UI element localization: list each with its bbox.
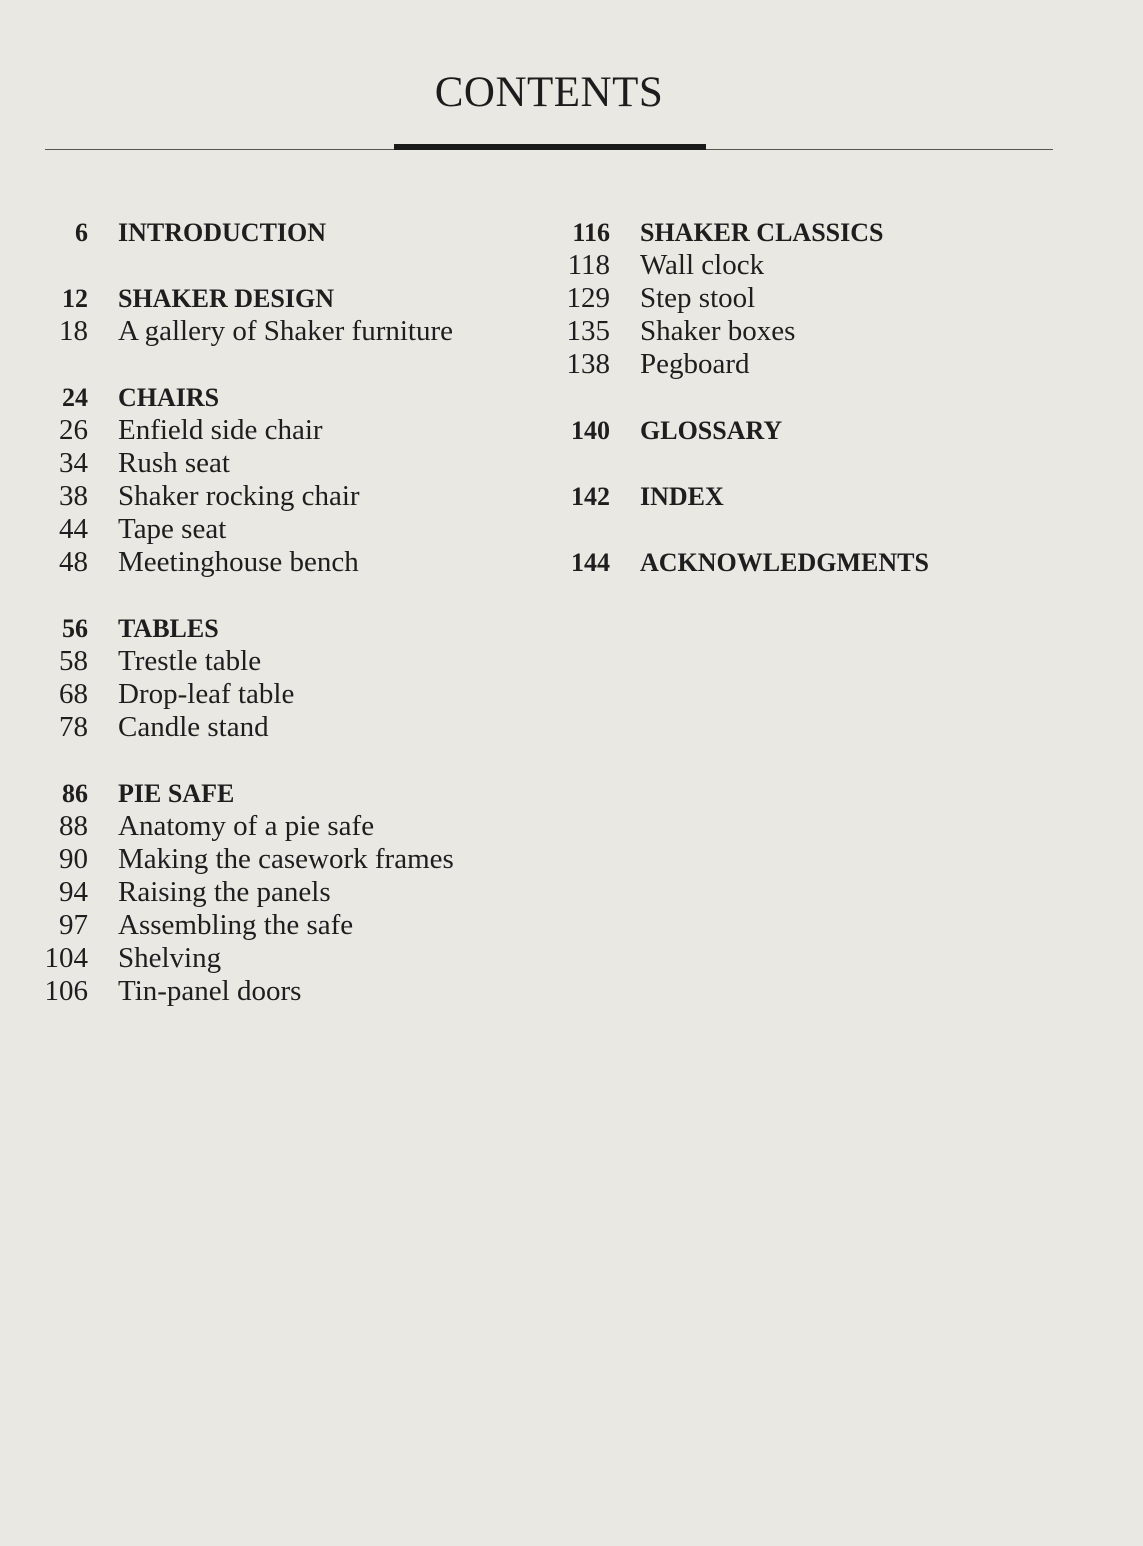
toc-section-glossary bbox=[548, 414, 1068, 447]
toc-entry[interactable] bbox=[30, 843, 530, 876]
toc-page-number: 24 bbox=[62, 383, 88, 412]
toc-entry[interactable] bbox=[30, 480, 530, 513]
toc-entry[interactable] bbox=[30, 942, 530, 975]
toc-section-index bbox=[548, 480, 1068, 513]
toc-page-number: 58 bbox=[59, 645, 88, 677]
toc-heading-title: INTRODUCTION bbox=[118, 218, 327, 247]
toc-page-number: 118 bbox=[567, 249, 610, 281]
toc-entry-title: Anatomy of a pie safe bbox=[118, 810, 375, 842]
toc-heading-title: INDEX bbox=[640, 482, 724, 511]
toc-heading-title: GLOSSARY bbox=[640, 416, 783, 445]
toc-entry-title: Candle stand bbox=[118, 711, 269, 743]
toc-page-number: 12 bbox=[62, 284, 88, 313]
toc-page-number: 48 bbox=[59, 546, 88, 578]
toc-heading[interactable] bbox=[30, 282, 530, 315]
toc-page-number: 44 bbox=[59, 513, 88, 545]
toc-entry-title: Shaker boxes bbox=[640, 315, 796, 347]
toc-entry-title: Enfield side chair bbox=[118, 414, 323, 446]
toc-page-number: 88 bbox=[59, 810, 88, 842]
page-title: CONTENTS bbox=[434, 69, 664, 116]
toc-entry-title: Shaker rocking chair bbox=[118, 480, 360, 512]
toc-heading[interactable] bbox=[30, 612, 530, 645]
toc-section-shaker-design bbox=[30, 282, 530, 348]
toc-heading-title: CHAIRS bbox=[118, 383, 220, 412]
toc-entry[interactable] bbox=[30, 909, 530, 942]
toc-section-tables bbox=[30, 612, 530, 744]
toc-entry[interactable] bbox=[30, 447, 530, 480]
toc-entry-title: Trestle table bbox=[118, 645, 262, 677]
toc-entry-title: Making the casework frames bbox=[118, 843, 454, 875]
toc-page-number: 68 bbox=[59, 678, 88, 710]
toc-heading[interactable] bbox=[30, 777, 530, 810]
toc-page-number: 94 bbox=[59, 876, 88, 908]
toc-heading-title: PIE SAFE bbox=[118, 779, 235, 808]
toc-entry[interactable] bbox=[30, 414, 530, 447]
toc-section-introduction bbox=[30, 216, 530, 249]
toc-section-acknowledgments bbox=[548, 546, 1068, 579]
toc-page-number: 6 bbox=[75, 218, 88, 247]
toc-page-number: 106 bbox=[44, 975, 88, 1007]
toc-entry[interactable] bbox=[548, 315, 1068, 348]
toc-heading[interactable] bbox=[548, 480, 1068, 513]
toc-entry-title: Meetinghouse bench bbox=[118, 546, 359, 578]
toc-entry[interactable] bbox=[30, 645, 530, 678]
toc-heading-title: TABLES bbox=[118, 614, 219, 643]
toc-heading-title: SHAKER DESIGN bbox=[118, 284, 334, 313]
toc-entry-title: Raising the panels bbox=[118, 876, 331, 908]
toc-page-number: 129 bbox=[566, 282, 610, 314]
toc-heading[interactable] bbox=[548, 216, 1068, 249]
toc-entry[interactable] bbox=[30, 711, 530, 744]
toc-page-number: 97 bbox=[59, 909, 88, 941]
toc-page-number: 104 bbox=[44, 942, 88, 974]
toc-entry[interactable] bbox=[548, 249, 1068, 282]
toc-entry[interactable] bbox=[30, 876, 530, 909]
toc-page-number: 86 bbox=[62, 779, 88, 808]
toc-page-number: 138 bbox=[566, 348, 610, 380]
toc-entry-title: Pegboard bbox=[640, 348, 750, 380]
toc-entry[interactable] bbox=[548, 282, 1068, 315]
toc-entry-title: Assembling the safe bbox=[118, 909, 354, 941]
toc-heading[interactable] bbox=[548, 414, 1068, 447]
toc-entry-title: Step stool bbox=[640, 282, 756, 314]
toc-heading[interactable] bbox=[30, 381, 530, 414]
toc-page-number: 18 bbox=[59, 315, 88, 347]
toc-page-number: 116 bbox=[572, 218, 610, 247]
contents-right-column bbox=[548, 216, 1068, 612]
toc-section-shaker-classics bbox=[548, 216, 1068, 381]
contents-left-column bbox=[30, 216, 530, 1041]
toc-heading-title: SHAKER CLASSICS bbox=[640, 218, 884, 247]
toc-page-number: 34 bbox=[59, 447, 88, 479]
toc-heading[interactable] bbox=[30, 216, 530, 249]
toc-entry[interactable] bbox=[30, 975, 530, 1008]
toc-heading[interactable] bbox=[548, 546, 1068, 579]
toc-entry[interactable] bbox=[30, 546, 530, 579]
toc-heading-title: ACKNOWLEDGMENTS bbox=[640, 548, 929, 577]
toc-page-number: 144 bbox=[571, 548, 610, 577]
toc-page-number: 142 bbox=[571, 482, 610, 511]
toc-entry[interactable] bbox=[30, 678, 530, 711]
toc-entry[interactable] bbox=[30, 315, 530, 348]
toc-page-number: 38 bbox=[59, 480, 88, 512]
toc-page-number: 135 bbox=[566, 315, 610, 347]
toc-page-number: 140 bbox=[571, 416, 610, 445]
toc-entry-title: Rush seat bbox=[118, 447, 230, 479]
toc-entry-title: Shelving bbox=[118, 942, 222, 974]
toc-entry-title: Tin-panel doors bbox=[118, 975, 302, 1007]
toc-entry[interactable] bbox=[548, 348, 1068, 381]
toc-page-number: 78 bbox=[59, 711, 88, 743]
toc-section-chairs bbox=[30, 381, 530, 579]
title-rule-accent bbox=[394, 144, 706, 150]
toc-page-number: 90 bbox=[59, 843, 88, 875]
toc-entry-title: A gallery of Shaker furniture bbox=[118, 315, 454, 347]
toc-entry[interactable] bbox=[30, 513, 530, 546]
toc-entry[interactable] bbox=[30, 810, 530, 843]
toc-entry-title: Drop-leaf table bbox=[118, 678, 295, 710]
toc-entry-title: Wall clock bbox=[640, 249, 765, 281]
toc-section-pie-safe bbox=[30, 777, 530, 1008]
toc-page-number: 26 bbox=[59, 414, 88, 446]
toc-page-number: 56 bbox=[62, 614, 88, 643]
toc-entry-title: Tape seat bbox=[118, 513, 227, 545]
